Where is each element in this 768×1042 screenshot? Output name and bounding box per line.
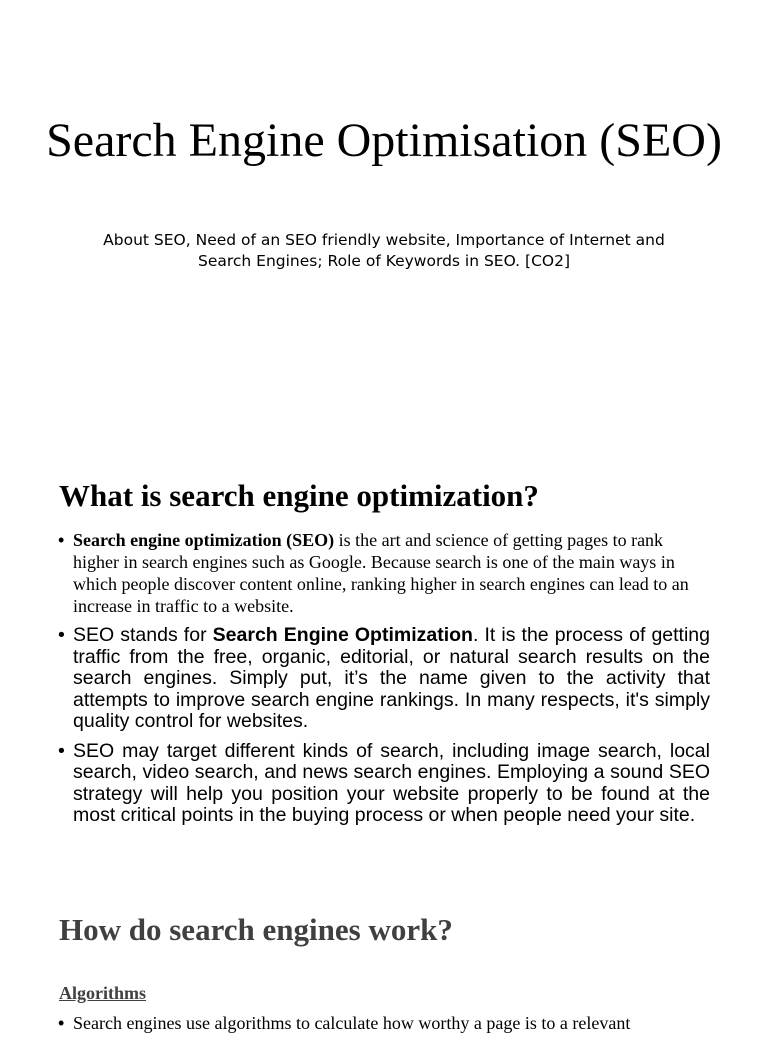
bullet-bold-term: Search engine optimization (SEO) <box>73 530 335 550</box>
bullet-text: is the art and science of getting pages to rank higher in search engines such as Google. Because search is one of the main ways in which people discover content online, ranking higher in search engines can lead to an increase in traffic to a website. <box>73 530 689 616</box>
presentation-title: Search Engine Optimisation (SEO) <box>46 114 722 167</box>
bullet-list <box>58 529 710 835</box>
bullet-text: Search engines use algorithms to calculate how worthy a page is to a relevant <box>73 1013 631 1033</box>
bullet-icon: • <box>58 739 65 762</box>
bullet-prefix: SEO stands for <box>73 624 213 646</box>
bullet-bold-term: Search Engine Optimization <box>212 624 473 646</box>
how-search-engines-work-slide <box>0 880 768 1033</box>
what-is-seo-slide <box>0 440 768 880</box>
slide-heading: How do search engines work? <box>59 912 453 947</box>
bullet-item <box>58 1012 710 1034</box>
slide-heading: What is search engine optimization? <box>59 478 539 513</box>
bullet-text: . It is the process of getting traffic from the free, organic, editorial, or natural search results on the search engines. Simply put, it’s the name given to the activity that attempts to improve search engine rankings. In many respects, it's simply quality control for websites. <box>73 624 710 732</box>
bullet-icon: • <box>58 624 65 646</box>
bullet-item <box>58 625 710 733</box>
bullet-item <box>58 529 710 617</box>
bullet-list <box>58 1012 710 1042</box>
bullet-text: SEO may target different kinds of search, including image search, local search, video search, and news search engines. Employing a sound SEO strategy will help you position your website properly to be found at the most critical points in the buying process or when people need your site. <box>73 739 710 826</box>
presentation-subtitle: About SEO, Need of an SEO friendly website, Importance of Internet and Search Engines; Role of Keywords in SEO. [CO2] <box>103 231 665 270</box>
section-label: Algorithms <box>59 983 146 1003</box>
bullet-icon: • <box>58 530 65 550</box>
bullet-item <box>58 741 710 827</box>
bullet-icon: • <box>58 1013 65 1033</box>
title-slide <box>0 0 768 440</box>
